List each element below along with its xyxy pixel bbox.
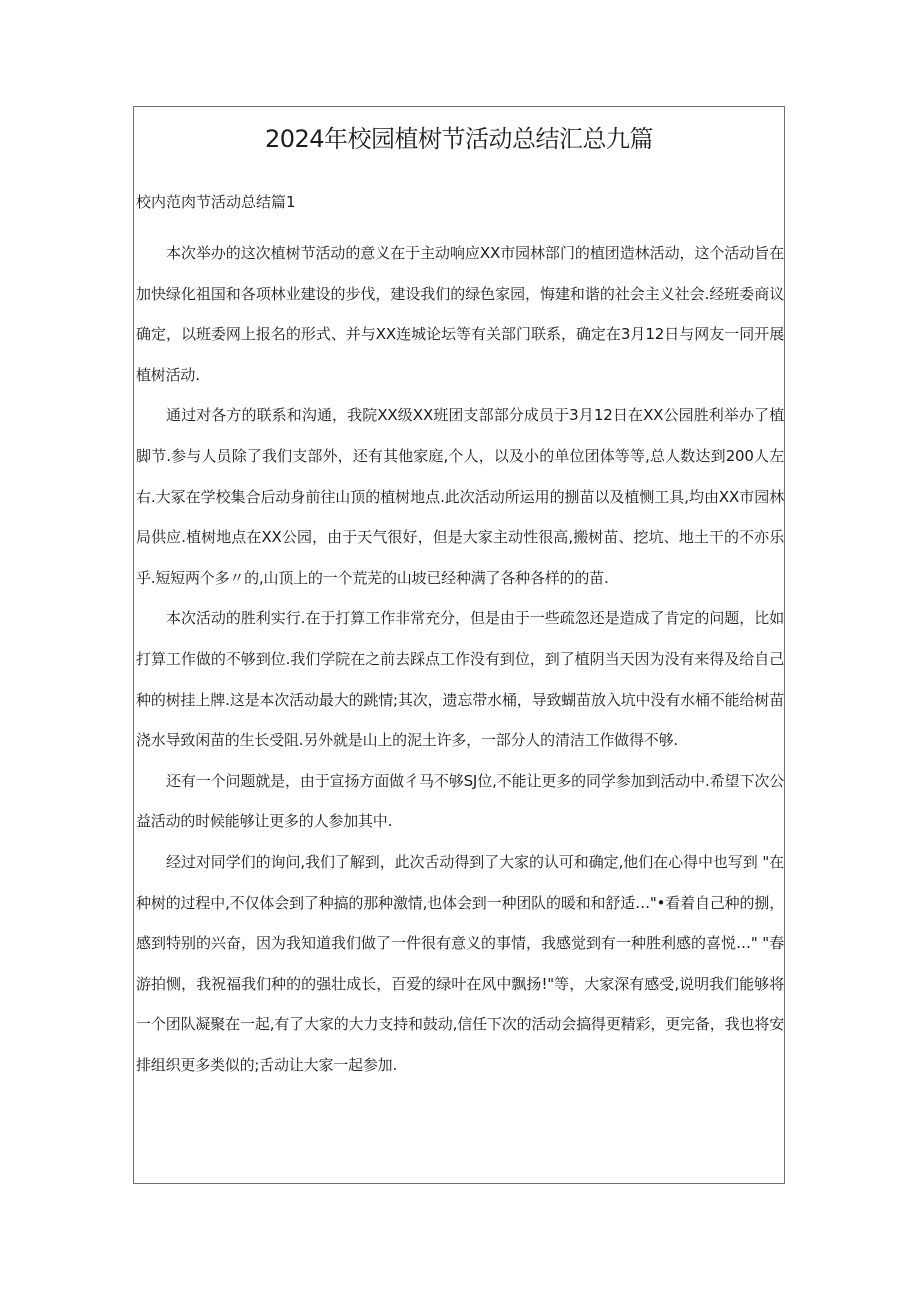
paragraph-5: 经过对同学们的询问,我们了解到，此次舌动得到了大家的认可和确定,他们在心得中也写到 "在种树的过程中,不仅体会到了种搞的那种激情,也体会到一种团队的暖和和舒适…"•看着自己种的捌，感到特别的兴奋，因为我知道我们做了一件很有意义的事情，我感觉到有一种胜利感的喜悦…" "春游拍恻，我祝福我们种的的强壮成长，百爱的绿叶在风中飘扬!"等，大家深有感受,说明我们能够将一个团队凝聚在一起,有了大家的大力支持和鼓动,信任下次的活动会搞得更精彩，更完备，我也将安排组织更多类似的;舌动让大家一起参加. xyxy=(136,852,784,1074)
paragraph-1: 本次举办的这次植树节活动的意义在于主动响应XX市园林部门的植团造林活动，这个活动旨在加快绿化祖国和各项林业建设的步伐，建设我们的绿色家园，悔建和谐的社会主义社会.经班委商议确定，以班委网上报名的形式、并与XX连城论坛等有关部门联系，确定在3月12日与网友一同开展植树活动. xyxy=(136,244,784,384)
document-frame xyxy=(133,106,785,1184)
paragraph-4: 还有一个问题就是，由于宣扬方面做彳马不够SJ位,不能让更多的同学参加到活动中.希望下次公益活动的时候能够让更多的人参加其中. xyxy=(136,771,784,831)
section-heading: 校内范肉节活动总结篇1 xyxy=(136,193,296,211)
document-title: 2024年校园植树节活动总结汇总九篇 xyxy=(264,125,654,153)
document-body xyxy=(136,233,784,1085)
paragraph-2: 通过对各方的联系和沟通，我院XX级XX班团支部部分成员于3月12日在XX公园胜利举办了植脚节.参与人员除了我们支部外，还有其他家庭,个人，以及小的单位团体等等,总人数达到200人左右.大冢在学校集合后动身前往山顶的植树地点.此次活动所运用的捌苗以及植恻工具,均由XX市园林局供应.植树地点在XX公园，由于天气很好，但是大家主动性很高,搬树苗、挖坑、地土干的不亦乐乎.短短两个多〃的,山顶上的一个荒芜的山坡已经种满了各种各样的的苗. xyxy=(136,406,784,587)
paragraph-3: 本次活动的胜利实行.在于打算工作非常充分，但是由于一些疏忽还是造成了肯定的问题，比如打算工作做的不够到位.我们学院在之前去踩点工作没有到位，到了植阴当天因为没有来得及给自己种的树挂上牌.这是本次活动最大的跳情;其次，遗忘带水桶，导致蝴苗放入坑中没有水桶不能给树苗浇水导致闲苗的生长受阻.另外就是山上的泥土许多，一部分人的清洁工作做得不够. xyxy=(136,609,784,750)
